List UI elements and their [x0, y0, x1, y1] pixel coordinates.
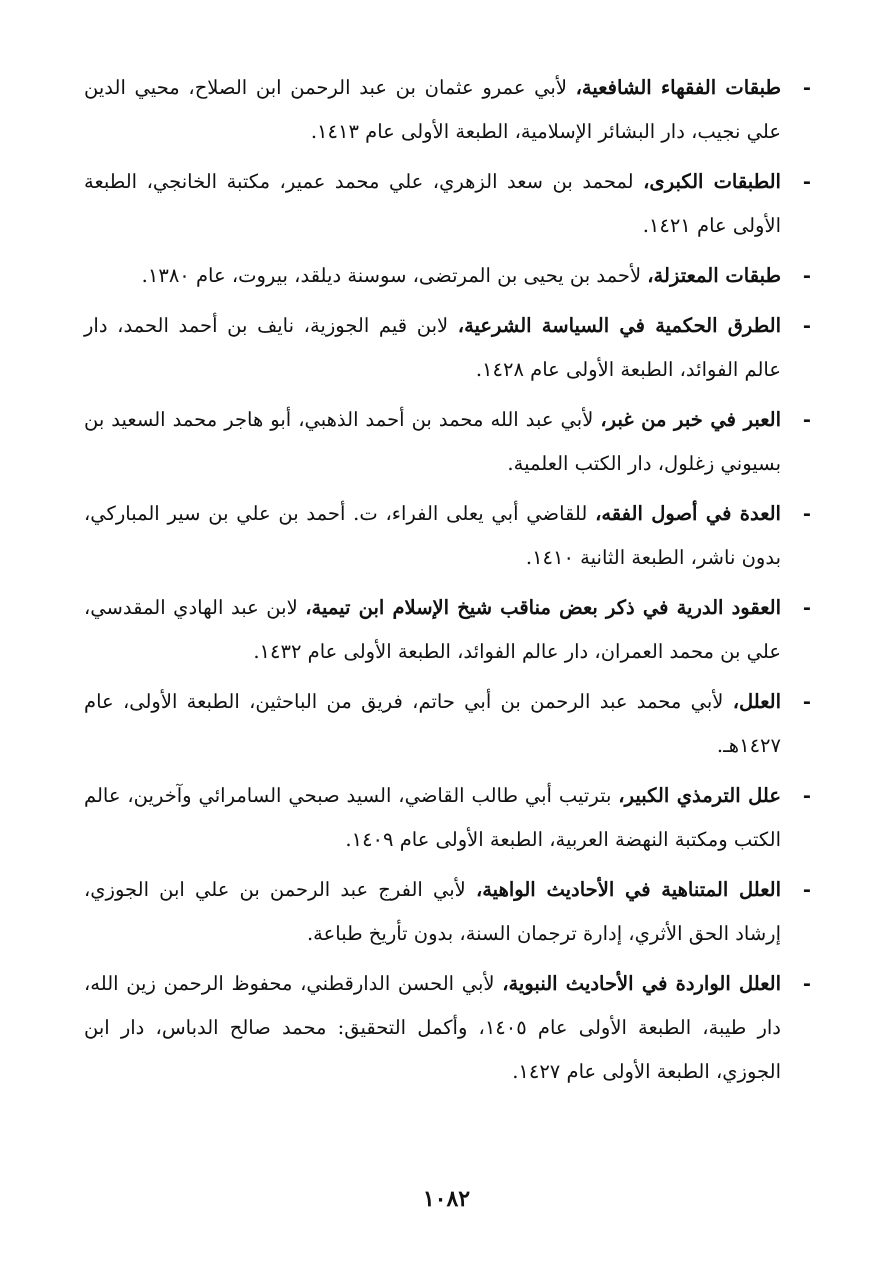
entry-title: الطبقات الكبرى،	[643, 170, 781, 193]
entry-details: لأبي عبد الله محمد بن أحمد الذهبي، أبو هاجر محمد السعيد بن بسيوني زغلول، دار الكتب العلمية.	[84, 408, 781, 475]
entry-dash: -	[802, 878, 811, 901]
entry-details: لأبي محمد عبد الرحمن بن أبي حاتم، فريق من الباحثين، الطبعة الأولى، عام ١٤٢٧هـ.	[84, 690, 781, 757]
bibliography-list	[84, 66, 811, 1094]
entry-title: علل الترمذي الكبير،	[618, 784, 781, 807]
bibliography-entry	[84, 680, 811, 768]
entry-dash: -	[802, 502, 811, 525]
entry-dash: -	[802, 690, 811, 713]
entry-title: العقود الدرية في ذكر بعض مناقب شيخ الإسلام ابن تيمية،	[305, 596, 782, 619]
bibliography-entry	[84, 492, 811, 580]
entry-dash: -	[802, 314, 811, 337]
page-number: ١٠٨٢	[422, 1186, 471, 1212]
bibliography-entry	[84, 254, 811, 298]
entry-dash: -	[802, 784, 811, 807]
entry-title: العبر في خبر من غبر،	[600, 408, 781, 431]
entry-details: لأبي الفرج عبد الرحمن بن علي ابن الجوزي، إرشاد الحق الأثري، إدارة ترجمان السنة، بدون تأريخ طباعة.	[84, 878, 781, 945]
bibliography-entry	[84, 160, 811, 248]
entry-title: العلل،	[732, 690, 781, 713]
entry-title: طبقات المعتزلة،	[647, 264, 781, 287]
entry-title: طبقات الفقهاء الشافعية،	[575, 76, 781, 99]
entry-details: لابن قيم الجوزية، نايف بن أحمد الحمد، دار عالم الفوائد، الطبعة الأولى عام ١٤٢٨.	[84, 314, 781, 381]
entry-details: لابن عبد الهادي المقدسي، علي بن محمد العمران، دار عالم الفوائد، الطبعة الأولى عام ١٤٣٢.	[84, 596, 781, 663]
entry-details: للقاضي أبي يعلى الفراء، ت. أحمد بن علي بن سير المباركي، بدون ناشر، الطبعة الثانية ١٤١٠.	[84, 502, 781, 569]
entry-dash: -	[802, 408, 811, 431]
entry-details: لأحمد بن يحيى بن المرتضى، سوسنة ديلقد، بيروت، عام ١٣٨٠.	[141, 264, 648, 287]
bibliography-entry	[84, 774, 811, 862]
bibliography-entry	[84, 586, 811, 674]
entry-dash: -	[802, 170, 811, 193]
entry-details: لأبي الحسن الدارقطني، محفوظ الرحمن زين الله، دار طيبة، الطبعة الأولى عام ١٤٠٥، وأكمل التحقيق: محمد صالح الدباس، دار ابن الجوزي، الطبعة الأولى عام ١٤٢٧.	[84, 972, 781, 1083]
entry-dash: -	[802, 972, 811, 995]
entry-dash: -	[802, 264, 811, 287]
bibliography-entry	[84, 398, 811, 486]
entry-title: العلل الواردة في الأحاديث النبوية،	[502, 972, 782, 995]
entry-title: العلل المتناهية في الأحاديث الواهية،	[475, 878, 781, 901]
entry-details: بترتيب أبي طالب القاضي، السيد صبحي السامرائي وآخرين، عالم الكتب ومكتبة النهضة العربية، الطبعة الأولى عام ١٤٠٩.	[84, 784, 781, 851]
entry-dash: -	[802, 596, 811, 619]
entry-title: الطرق الحكمية في السياسة الشرعية،	[457, 314, 781, 337]
bibliography-entry	[84, 962, 811, 1094]
entry-dash: -	[802, 76, 811, 99]
bibliography-entry	[84, 304, 811, 392]
entry-details: لمحمد بن سعد الزهري، علي محمد عمير، مكتبة الخانجي، الطبعة الأولى عام ١٤٢١.	[84, 170, 781, 237]
page-body	[84, 66, 811, 1100]
bibliography-entry	[84, 868, 811, 956]
bibliography-entry	[84, 66, 811, 154]
entry-details: لأبي عمرو عثمان بن عبد الرحمن ابن الصلاح، محيي الدين علي نجيب، دار البشائر الإسلامية، الطبعة الأولى عام ١٤١٣.	[84, 76, 781, 143]
entry-title: العدة في أصول الفقه،	[595, 502, 781, 525]
